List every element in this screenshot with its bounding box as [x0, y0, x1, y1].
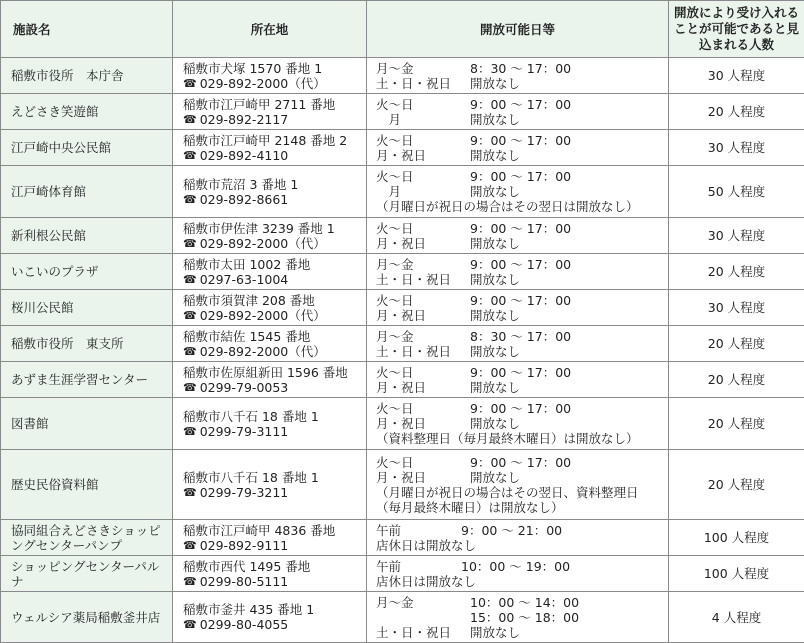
- address-cell: [173, 326, 367, 362]
- day-time: 9：00 ～ 17：00: [470, 256, 572, 272]
- day-time: 9：00 ～ 17：00: [470, 169, 572, 184]
- phone-number: 0299-79-0053: [199, 379, 289, 395]
- address-text: 稲敷市釜井 435 番地 1: [183, 602, 315, 617]
- open-days-cell: [367, 130, 669, 166]
- day-line: [376, 401, 662, 416]
- day-label: 月・祝日: [376, 469, 427, 485]
- open-days-cell: [367, 326, 669, 362]
- day-note: （資料整理日（毎月最終木曜日）は開放なし）: [376, 431, 639, 446]
- day-line: [376, 416, 662, 431]
- phone-icon: ☎: [183, 308, 197, 322]
- phone-line: [183, 485, 360, 500]
- capacity-cell: 20 人程度: [669, 254, 804, 290]
- day-line: [376, 148, 662, 163]
- facility-name: 稲敷市役所 東支所: [1, 326, 173, 362]
- phone-icon: ☎: [183, 424, 197, 438]
- address-cell: [173, 450, 367, 520]
- day-line: [376, 112, 662, 127]
- day-time: 開放なし: [470, 343, 521, 359]
- day-time: 開放なし: [470, 75, 521, 91]
- address-text: 稲敷市須賀津 208 番地: [183, 292, 315, 308]
- table-row: [1, 592, 804, 643]
- day-line: [376, 380, 662, 395]
- address-text: 稲敷市西代 1495 番地: [183, 558, 311, 574]
- table-row: [1, 556, 804, 592]
- day-line: [376, 97, 662, 112]
- phone-number: 029-892-9111: [199, 537, 289, 553]
- facility-name: 桜川公民館: [1, 290, 173, 326]
- day-line: [376, 329, 662, 344]
- day-line: [376, 308, 662, 323]
- day-note: 店休日は開放なし: [376, 573, 477, 589]
- day-line: [376, 272, 662, 287]
- phone-line: [183, 272, 360, 287]
- open-days-cell: [367, 556, 669, 592]
- phone-line: [183, 192, 360, 207]
- phone-number: 029-892-2000（代）: [199, 75, 326, 91]
- day-line: [376, 184, 662, 199]
- day-time: 8：30 ～ 17：00: [470, 328, 572, 344]
- phone-icon: ☎: [183, 192, 197, 206]
- facility-name: 歴史民俗資料館: [1, 450, 173, 520]
- phone-number: 0299-79-3111: [199, 423, 289, 439]
- table-row: [1, 398, 804, 450]
- header-capacity: 開放により受け入れることが可能であると見込まれる人数: [669, 1, 804, 58]
- facility-name: 稲敷市役所 本庁舎: [1, 58, 173, 94]
- phone-line: [183, 344, 360, 359]
- phone-line: [183, 380, 360, 395]
- capacity-cell: 20 人程度: [669, 398, 804, 450]
- day-label: 月: [376, 111, 402, 127]
- table-row: [1, 130, 804, 166]
- address-cell: [173, 130, 367, 166]
- day-time: 開放なし: [470, 147, 521, 163]
- open-days-cell: [367, 58, 669, 94]
- day-label: 午前: [376, 558, 402, 574]
- day-line: [376, 595, 662, 610]
- day-note: 店休日は開放なし: [376, 537, 477, 553]
- day-label: 月～金: [376, 60, 414, 76]
- address-cell: [173, 592, 367, 643]
- day-label: 土・日・祝日: [376, 75, 452, 91]
- day-line: [376, 559, 662, 574]
- day-line: [376, 610, 662, 625]
- table-row: [1, 218, 804, 254]
- address-cell: [173, 218, 367, 254]
- phone-line: [183, 148, 360, 163]
- phone-line: [183, 236, 360, 251]
- address-text: 稲敷市犬塚 1570 番地 1: [183, 60, 323, 76]
- day-time: 9：00 ～ 21：00: [461, 522, 563, 538]
- day-line: [376, 169, 662, 184]
- open-days-cell: [367, 450, 669, 520]
- phone-number: 0299-79-3211: [199, 484, 289, 500]
- day-line: [376, 470, 662, 485]
- day-label: 火～日: [376, 364, 414, 380]
- open-days-cell: [367, 398, 669, 450]
- day-time: 開放なし: [470, 307, 521, 323]
- phone-icon: ☎: [183, 272, 197, 286]
- day-label: 月: [376, 184, 402, 199]
- day-label: 土・日・祝日: [376, 624, 452, 640]
- facility-name: 図書館: [1, 398, 173, 450]
- address-cell: [173, 398, 367, 450]
- open-days-cell: [367, 290, 669, 326]
- facility-name: ショッピングセンターパルナ: [1, 556, 173, 592]
- day-time: 開放なし: [470, 184, 521, 199]
- address-text: 稲敷市江戸崎甲 2148 番地 2: [183, 132, 348, 148]
- address-text: 稲敷市伊佐津 3239 番地 1: [183, 220, 335, 236]
- day-label: 火～日: [376, 96, 414, 112]
- facility-name: 江戸崎体育館: [1, 166, 173, 218]
- phone-number: 029-892-2000（代）: [199, 235, 326, 251]
- day-time: 9：00 ～ 17：00: [470, 401, 572, 416]
- day-label: [376, 610, 470, 625]
- day-note: （毎月最終木曜日）は開放なし）: [376, 499, 564, 515]
- address-text: 稲敷市佐原組新田 1596 番地: [183, 364, 348, 380]
- capacity-cell: 30 人程度: [669, 58, 804, 94]
- day-line: [376, 236, 662, 251]
- phone-line: [183, 424, 360, 439]
- day-time: 9：00 ～ 17：00: [470, 292, 572, 308]
- day-time: 9：00 ～ 17：00: [470, 454, 572, 470]
- phone-number: 029-892-8661: [199, 191, 289, 207]
- phone-line: [183, 76, 360, 91]
- capacity-cell: 100 人程度: [669, 556, 804, 592]
- day-label: 月・祝日: [376, 307, 427, 323]
- table-row: [1, 290, 804, 326]
- capacity-cell: 20 人程度: [669, 94, 804, 130]
- phone-number: 0297-63-1004: [199, 271, 289, 287]
- day-time: 開放なし: [470, 235, 521, 251]
- address-cell: [173, 94, 367, 130]
- day-time: 15：00 ～ 18：00: [470, 609, 580, 625]
- day-line: [376, 365, 662, 380]
- capacity-cell: 100 人程度: [669, 520, 804, 556]
- phone-icon: ☎: [183, 618, 197, 631]
- phone-icon: ☎: [183, 380, 197, 394]
- day-label: 午前: [376, 522, 402, 538]
- day-line: [376, 523, 662, 538]
- day-label: 火～日: [376, 169, 414, 184]
- table-row: [1, 450, 804, 520]
- day-time: 開放なし: [470, 111, 521, 127]
- table-row: [1, 94, 804, 130]
- open-days-cell: [367, 254, 669, 290]
- day-label: 火～日: [376, 401, 414, 416]
- day-line: [376, 625, 662, 640]
- header-name: 施設名: [1, 1, 173, 58]
- day-label: 月・祝日: [376, 416, 427, 431]
- day-label: 月・祝日: [376, 379, 427, 395]
- address-cell: [173, 58, 367, 94]
- phone-line: [183, 538, 360, 553]
- day-label: 土・日・祝日: [376, 271, 452, 287]
- day-time: 開放なし: [470, 379, 521, 395]
- open-days-cell: [367, 218, 669, 254]
- open-days-cell: [367, 166, 669, 218]
- phone-icon: ☎: [183, 148, 197, 162]
- header-row: [1, 1, 804, 58]
- address-text: 稲敷市八千石 18 番地 1: [183, 408, 319, 424]
- phone-line: [183, 574, 360, 589]
- day-time: 9：00 ～ 17：00: [470, 220, 572, 236]
- capacity-cell: 20 人程度: [669, 362, 804, 398]
- phone-number: 029-892-2000（代）: [199, 307, 326, 323]
- day-line: [376, 76, 662, 91]
- phone-line: [183, 112, 360, 127]
- day-time: 8：30 ～ 17：00: [470, 60, 572, 76]
- day-label: 月～金: [376, 256, 414, 272]
- facility-name: ウェルシア薬局稲敷釜井店: [1, 592, 173, 643]
- day-label: 火～日: [376, 454, 414, 470]
- facility-name: 協同組合えどさきショッピングセンターパンプ: [1, 520, 173, 556]
- day-line: [376, 455, 662, 470]
- day-note: （月曜日が祝日の場合はその翌日、資料整理日: [376, 484, 639, 500]
- day-time: 9：00 ～ 17：00: [470, 364, 572, 380]
- phone-line: [183, 308, 360, 323]
- open-days-cell: [367, 520, 669, 556]
- phone-icon: ☎: [183, 538, 197, 552]
- phone-number: 029-892-2117: [199, 111, 289, 127]
- address-cell: [173, 520, 367, 556]
- address-cell: [173, 166, 367, 218]
- capacity-cell: 30 人程度: [669, 218, 804, 254]
- capacity-cell: 50 人程度: [669, 166, 804, 218]
- day-label: 火～日: [376, 132, 414, 148]
- phone-number: 0299-80-5111: [199, 573, 289, 589]
- table-row: [1, 254, 804, 290]
- day-time: 9：00 ～ 17：00: [470, 132, 572, 148]
- open-days-cell: [367, 592, 669, 643]
- header-address: 所在地: [173, 1, 367, 58]
- capacity-cell: 30 人程度: [669, 130, 804, 166]
- phone-number: 029-892-4110: [199, 147, 289, 163]
- address-text: 稲敷市八千石 18 番地 1: [183, 469, 319, 485]
- day-time: 10：00 ～ 19：00: [461, 558, 571, 574]
- day-label: 月～金: [376, 594, 414, 610]
- phone-icon: ☎: [183, 485, 197, 499]
- day-time: 開放なし: [470, 469, 521, 485]
- day-label: 月・祝日: [376, 147, 427, 163]
- capacity-cell: 4 人程度: [669, 592, 804, 643]
- day-label: 火～日: [376, 220, 414, 236]
- day-time: 開放なし: [470, 271, 521, 287]
- open-days-cell: [367, 94, 669, 130]
- day-time: 開放なし: [470, 624, 521, 640]
- address-cell: [173, 556, 367, 592]
- day-label: 火～日: [376, 292, 414, 308]
- day-time: 10：00 ～ 14：00: [470, 594, 580, 610]
- day-line: [376, 293, 662, 308]
- phone-icon: ☎: [183, 76, 197, 90]
- address-text: 稲敷市荒沼 3 番地 1: [183, 176, 299, 192]
- capacity-cell: 20 人程度: [669, 326, 804, 362]
- day-label: 土・日・祝日: [376, 343, 452, 359]
- day-line: [376, 61, 662, 76]
- header-days: 開放可能日等: [367, 1, 669, 58]
- day-line: [376, 133, 662, 148]
- phone-line: [183, 617, 360, 632]
- phone-icon: ☎: [183, 574, 197, 588]
- facility-name: えどさき笑遊館: [1, 94, 173, 130]
- day-note: （月曜日が祝日の場合はその翌日は開放なし）: [376, 199, 639, 214]
- phone-icon: ☎: [183, 236, 197, 250]
- phone-icon: ☎: [183, 112, 197, 126]
- table-row: [1, 326, 804, 362]
- day-label: 月・祝日: [376, 235, 427, 251]
- day-label: 月～金: [376, 328, 414, 344]
- capacity-cell: 30 人程度: [669, 290, 804, 326]
- facility-name: いこいのプラザ: [1, 254, 173, 290]
- day-time: 9：00 ～ 17：00: [470, 96, 572, 112]
- day-line: [376, 257, 662, 272]
- day-line: [376, 344, 662, 359]
- address-text: 稲敷市太田 1002 番地: [183, 256, 311, 272]
- address-cell: [173, 362, 367, 398]
- address-text: 稲敷市江戸崎甲 2711 番地: [183, 96, 336, 112]
- day-line: [376, 221, 662, 236]
- open-days-cell: [367, 362, 669, 398]
- phone-number: 0299-80-4055: [199, 617, 289, 632]
- table-row: [1, 166, 804, 218]
- table-row: [1, 362, 804, 398]
- table-row: [1, 520, 804, 556]
- address-text: 稲敷市結佐 1545 番地: [183, 328, 311, 344]
- day-time: 開放なし: [470, 416, 521, 431]
- capacity-cell: 20 人程度: [669, 450, 804, 520]
- facility-name: 江戸崎中央公民館: [1, 130, 173, 166]
- address-cell: [173, 290, 367, 326]
- phone-icon: ☎: [183, 344, 197, 358]
- table-row: [1, 58, 804, 94]
- facility-name: あずま生涯学習センター: [1, 362, 173, 398]
- address-cell: [173, 254, 367, 290]
- address-text: 稲敷市江戸崎甲 4836 番地: [183, 522, 336, 538]
- facility-name: 新利根公民館: [1, 218, 173, 254]
- phone-number: 029-892-2000（代）: [199, 343, 326, 359]
